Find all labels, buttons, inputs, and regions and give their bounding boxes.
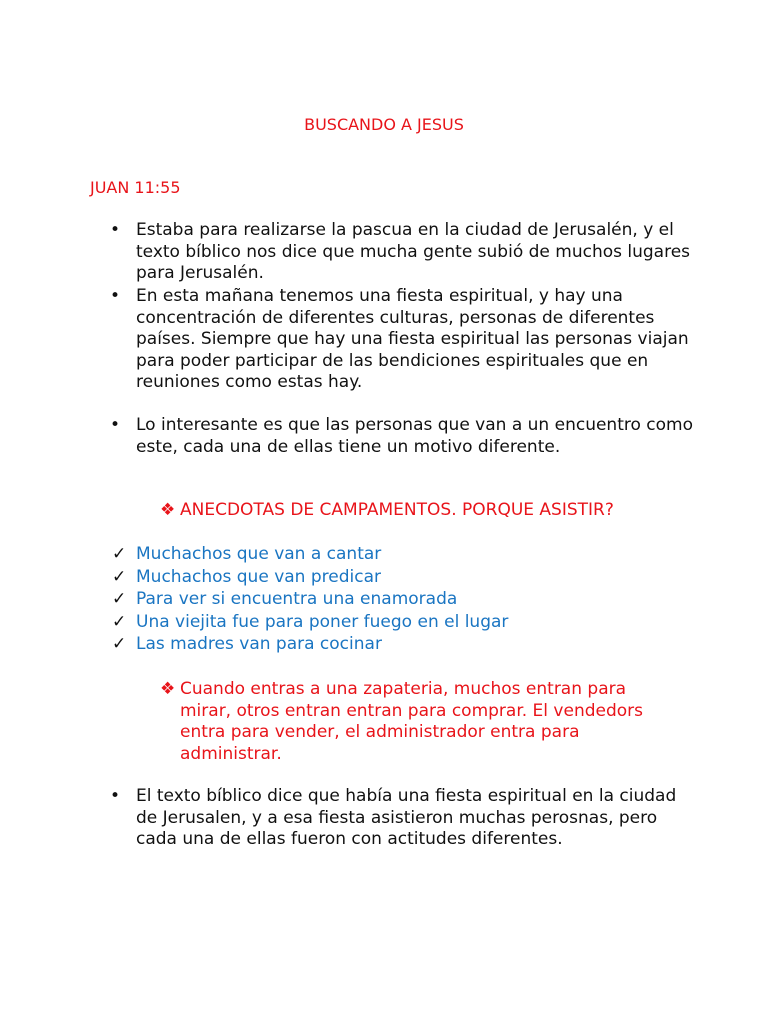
bullet-icon: •	[110, 786, 121, 806]
bullet-text: Lo interesante es que las personas que van a un encuentro como este, cada una de ellas tiene un motivo diferente.	[136, 415, 693, 457]
bullet-item	[110, 220, 700, 285]
checklist-item-label: Muchachos que van a cantar	[136, 544, 382, 564]
checklist-item	[112, 588, 672, 611]
bullet-icon: •	[110, 286, 121, 306]
anecdotes-heading-text: ANECDOTAS DE CAMPAMENTOS. PORQUE ASISTIR?	[180, 500, 614, 520]
checklist-item	[112, 566, 672, 589]
check-icon: ✓	[112, 611, 127, 632]
bullet-icon: •	[110, 415, 121, 435]
anecdotes-heading	[160, 500, 640, 522]
checklist-item-label: Una viejita fue para poner fuego en el lugar	[136, 611, 509, 632]
scripture-reference: JUAN 11:55	[90, 178, 181, 197]
closing-bullet-text: El texto bíblico dice que había una fiesta espiritual en la ciudad de Jerusalen, y a esa fiesta asistieron muchas perosnas, pero cada una de ellas fueron con actitudes diferentes.	[136, 786, 677, 849]
reasons-checklist	[112, 543, 672, 656]
checklist-item	[112, 543, 672, 566]
document-title: BUSCANDO A JESUS	[304, 115, 464, 134]
checklist-item-label: Para ver si encuentra una enamorada	[136, 589, 458, 609]
diamond-bullet-icon: ❖	[160, 679, 176, 699]
shoe-store-note	[160, 679, 680, 765]
bullet-item	[110, 415, 700, 458]
check-icon: ✓	[112, 544, 127, 564]
diamond-bullet-icon: ❖	[160, 500, 176, 520]
checklist-item-label: Las madres van para cocinar	[136, 634, 382, 654]
checklist-item	[112, 611, 672, 634]
bullet-text: En esta mañana tenemos una fiesta espiritual, y hay una concentración de diferentes culturas, personas de diferentes países. Siempre que hay una fiesta espiritual las personas viajan para poder participar de las bendiciones espirituales que en reuniones como estas hay.	[136, 286, 689, 392]
checklist-item	[112, 633, 672, 656]
bullet-text: Estaba para realizarse la pascua en la ciudad de Jerusalén, y el texto bíblico nos dice que mucha gente subió de muchos lugares para Jerusalén.	[136, 220, 691, 283]
check-icon: ✓	[112, 566, 127, 587]
check-icon: ✓	[112, 589, 127, 609]
closing-bullet-item	[110, 786, 700, 851]
bullet-item	[110, 286, 700, 394]
checklist-item-label: Muchachos que van predicar	[136, 566, 381, 587]
bullet-icon: •	[110, 220, 121, 240]
shoe-store-note-text: Cuando entras a una zapateria, muchos entran para mirar, otros entran entran para comprar. El vendedors entra para vender, el administrador entra para administrar.	[180, 679, 644, 764]
check-icon: ✓	[112, 634, 127, 654]
